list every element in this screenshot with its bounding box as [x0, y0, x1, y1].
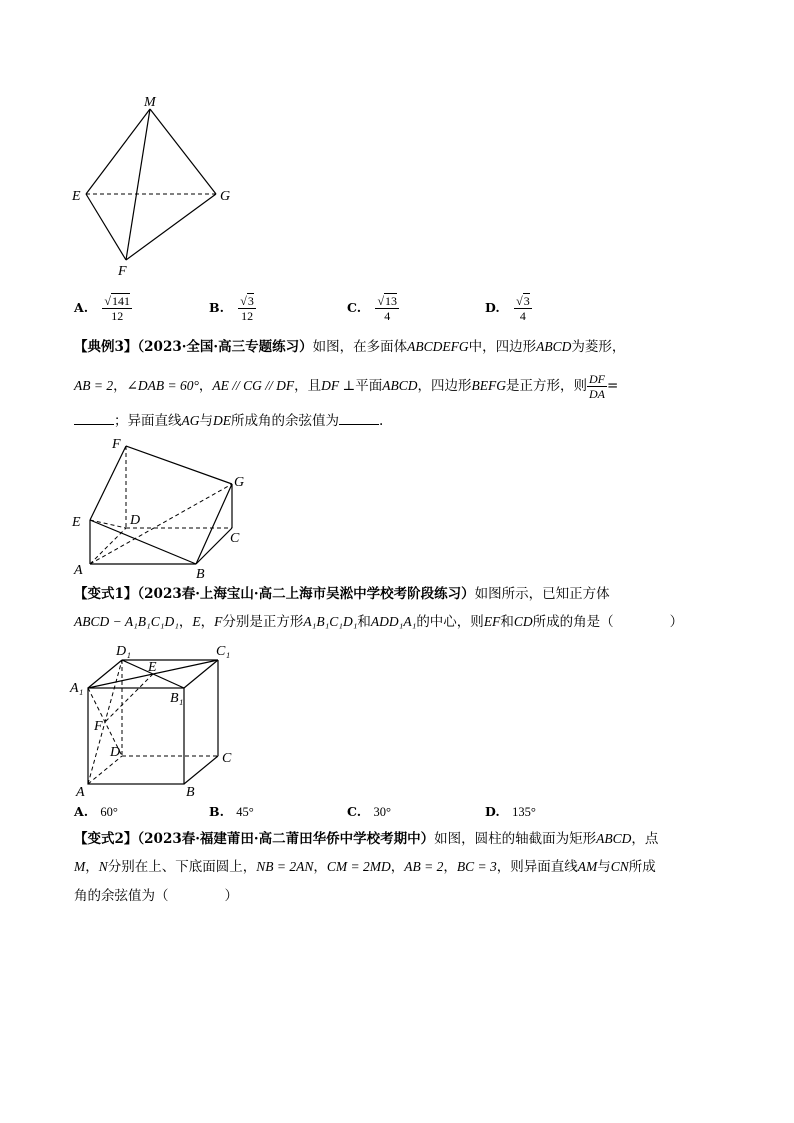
variant2-text: 如图，圆柱的轴截面为矩形 — [434, 831, 597, 847]
cube-figure — [66, 638, 246, 798]
variant2-source: （2023春·福建莆田·高二莆田华侨中学校考期中） — [137, 831, 435, 847]
option2-c-value: 30° — [373, 805, 391, 819]
example3-source: （2023·全国·高三专题练习） — [137, 339, 313, 355]
edge-ad-hidden — [90, 528, 126, 564]
example3-text: 平面 — [355, 378, 383, 394]
variant1-text: 分别是正方形 — [222, 614, 304, 630]
variant1-line2 — [74, 612, 683, 632]
edge-bc — [196, 528, 232, 564]
label-a: A — [74, 563, 83, 578]
math-n: N — [98, 859, 108, 874]
example3-text: 中，四边形 — [468, 339, 537, 355]
variant1-text: 的中心，则 — [416, 614, 484, 630]
label-m: M — [144, 95, 156, 110]
option-b-num: 3 — [247, 294, 254, 308]
math-ab: AB = 2 — [404, 859, 444, 874]
option-d[interactable]: D. $\frac{√3}{4}$ — [485, 294, 530, 323]
math-cn: CN — [610, 859, 629, 874]
answer-blank-1[interactable] — [74, 410, 114, 425]
label-b: B — [186, 785, 195, 800]
option-a-den: 12 — [111, 309, 124, 323]
option2-d[interactable] — [485, 804, 536, 820]
label-b: B — [196, 567, 205, 582]
variant2-text: 角的余弦值为（ — [74, 888, 169, 904]
variant1-source: （2023春·上海宝山·高二上海市吴淞中学校考阶段练习） — [137, 586, 475, 602]
math-cd: CD — [513, 614, 533, 629]
answer-blank-2[interactable] — [339, 410, 379, 425]
edge-fg — [126, 446, 232, 484]
fraction-df-da — [587, 372, 607, 401]
option2-a[interactable] — [74, 804, 118, 820]
option2-b-letter: B. — [209, 804, 224, 819]
option-c-num: 13 — [385, 294, 398, 308]
label-f: F — [112, 437, 121, 452]
variant2-text: ，点 — [631, 831, 659, 847]
math-face1: A₁B₁C₁D₁ — [303, 614, 358, 629]
period: . — [379, 413, 384, 429]
option-b-letter: B. — [209, 300, 224, 315]
example3-line2 — [74, 372, 618, 401]
edge-fe — [90, 446, 126, 520]
variant1-text: 和 — [500, 614, 514, 630]
edge-gb — [196, 484, 232, 564]
sep: ， — [198, 378, 213, 394]
label-g: G — [220, 189, 231, 204]
label-c: C — [230, 531, 240, 546]
label-f: F — [94, 719, 103, 734]
option2-a-letter: A. — [74, 804, 89, 819]
edge-b-c — [184, 756, 218, 784]
math-square: BEFG — [471, 378, 506, 393]
option2-d-letter: D. — [485, 804, 500, 819]
example3-line1 — [74, 337, 625, 357]
option-a-letter: A. — [74, 300, 89, 315]
math-bc: BC = 3 — [456, 859, 497, 874]
variant2-text: ，则异面直线 — [496, 859, 578, 875]
variant1-text: 如图所示，已知正方体 — [474, 586, 610, 602]
label-d: D — [130, 513, 141, 528]
math-am: AM — [577, 859, 598, 874]
label-e: E — [72, 515, 81, 530]
label-e: E — [148, 660, 157, 675]
math-arc1: NB = 2AN — [256, 859, 314, 874]
example3-text: 是正方形，则 — [506, 378, 587, 394]
edge-ef — [86, 194, 126, 260]
example3-text: 为菱形， — [571, 339, 626, 355]
option2-d-value: 135° — [512, 805, 536, 819]
variant2-text: 所成 — [628, 859, 656, 875]
sep: ， — [200, 614, 215, 630]
sep: ， — [390, 859, 405, 875]
example3-text: ，且 — [294, 378, 322, 394]
edge-eb — [90, 520, 196, 564]
frac-num: DF — [589, 372, 605, 386]
sep: ， — [113, 378, 127, 394]
variant2-text: 分别在上、下底面圆上， — [107, 859, 257, 875]
option2-c-letter: C. — [347, 804, 362, 819]
label-a: A — [76, 785, 85, 800]
option-b-den: 12 — [241, 309, 254, 323]
variant2-text: 与 — [597, 859, 611, 875]
label-e: E — [72, 189, 81, 204]
polyhedron-figure — [66, 432, 266, 580]
option2-b[interactable] — [209, 804, 254, 820]
variant1-text: 所成的角是（ — [532, 614, 614, 630]
option-a-num: 141 — [112, 294, 131, 308]
math-perp: DF ⊥ — [321, 378, 356, 393]
option-d-den: 4 — [519, 309, 526, 323]
option2-c[interactable] — [347, 804, 391, 820]
option2-b-value: 45° — [236, 805, 254, 819]
edge-a-d-hidden — [88, 756, 122, 784]
math-face2: ADD₁A₁ — [370, 614, 417, 629]
option2-a-value: 60° — [100, 805, 118, 819]
math-cube: ABCD − A₁B₁C₁D₁ — [74, 614, 179, 629]
variant1-text: ） — [669, 614, 684, 630]
option-b[interactable]: B. $\frac{√3}{12}$ — [209, 294, 254, 323]
variant1-line1 — [74, 584, 610, 604]
math-rect: ABCD — [596, 831, 632, 846]
math-quad: ABCD — [536, 339, 572, 354]
label-c1: C₁ — [216, 644, 231, 659]
tetrahedron-figure — [70, 92, 240, 282]
sep: ， — [85, 859, 99, 875]
option-d-letter: D. — [485, 300, 500, 315]
variant1-tag: 【变式1】 — [74, 586, 138, 602]
edge-ag-hidden — [90, 484, 232, 564]
edge-me — [86, 109, 150, 194]
variant2-tag: 【变式2】 — [74, 831, 138, 847]
option-c-letter: C. — [347, 300, 362, 315]
label-b1: B₁ — [170, 691, 184, 706]
label-c: C — [222, 751, 232, 766]
math-f: F — [214, 614, 223, 629]
variant2-line2 — [74, 857, 656, 877]
variant2-line1 — [74, 829, 658, 849]
option-a[interactable]: A. $\frac{√141}{12}$ — [74, 294, 131, 323]
label-a1: A₁ — [70, 681, 84, 696]
edge-gf — [126, 194, 216, 260]
math-ef: EF — [483, 614, 501, 629]
example3-text: 所成角的余弦值为 — [231, 413, 339, 429]
math-ab: AB = 2 — [74, 378, 114, 393]
math-m: M — [74, 859, 86, 874]
example3-text: 如图，在多面体 — [312, 339, 408, 355]
math-arc2: CM = 2MD — [326, 859, 391, 874]
option-d-num: 3 — [523, 294, 530, 308]
edge-ed-hidden — [90, 520, 126, 528]
math-plane: ABCD — [382, 378, 418, 393]
edge-mg — [150, 109, 216, 194]
example3-line3 — [74, 410, 383, 431]
option-c[interactable]: C. $\frac{√13}{4}$ — [347, 294, 398, 323]
example3-text: 与 — [199, 413, 213, 429]
sep: ， — [313, 859, 327, 875]
label-g: G — [234, 475, 245, 490]
label-d: D — [110, 745, 121, 760]
segment-ef-hidden — [105, 674, 153, 722]
math-parallel: AE // CG // DF — [212, 378, 295, 393]
example3-text: ，四边形 — [417, 378, 472, 394]
label-d1: D₁ — [116, 644, 131, 659]
variant2-text: ） — [224, 888, 238, 904]
sep: ， — [178, 614, 193, 630]
variant2-line3 — [74, 886, 238, 906]
math-angle: ∠DAB = 60° — [126, 378, 199, 393]
math-de: DE — [213, 413, 231, 428]
example3-text: ；异面直线 — [114, 413, 182, 429]
equals: = — [607, 378, 619, 394]
sep: ， — [443, 859, 457, 875]
frac-den: DA — [589, 387, 605, 401]
math-e: E — [192, 614, 201, 629]
example3-tag: 【典例3】 — [74, 339, 138, 355]
option-c-den: 4 — [384, 309, 391, 323]
math-ag: AG — [181, 413, 200, 428]
math-polyhedron: ABCDEFG — [407, 339, 469, 354]
variant1-text: 和 — [357, 614, 371, 630]
edge-mf — [126, 109, 150, 260]
label-f: F — [118, 264, 127, 279]
